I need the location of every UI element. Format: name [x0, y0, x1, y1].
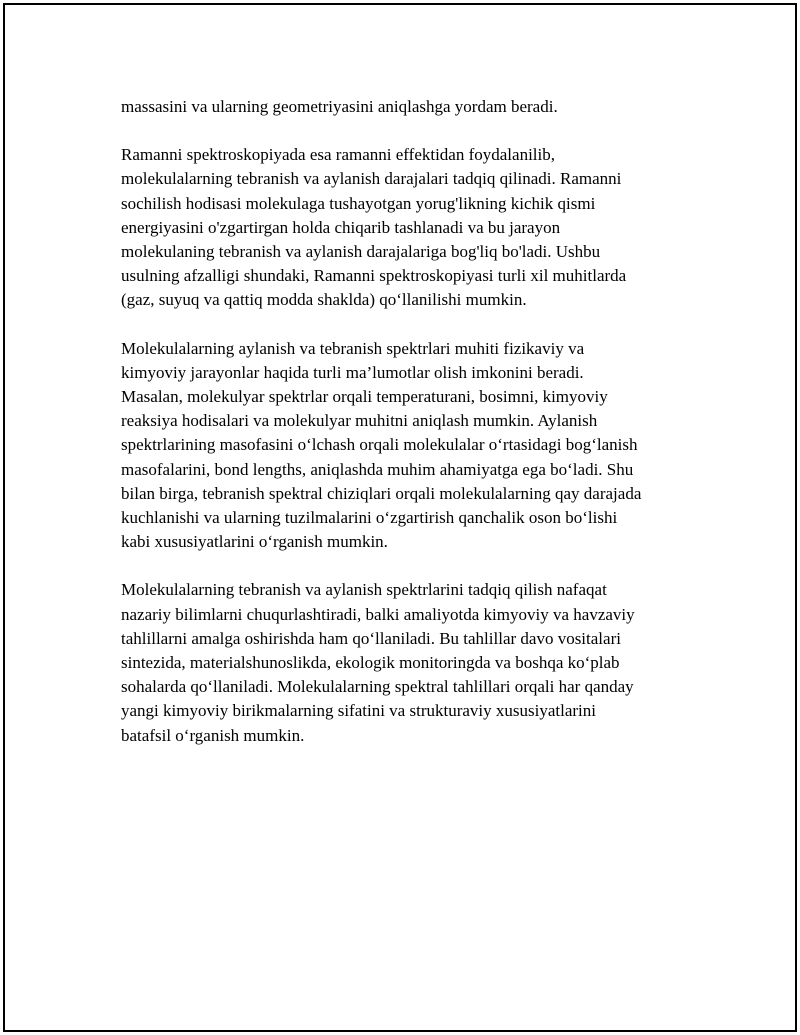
- paragraph-line: kuchlanishi va ularning tuzilmalarini o‘zgartirish qanchalik oson bo‘lishi: [121, 508, 618, 528]
- paragraph-line: sohalarda qo‘llaniladi. Molekulalarning spektral tahlillari orqali har qanday: [121, 677, 634, 697]
- paragraph-line: sochilish hodisasi molekulaga tushayotgan yorug'likning kichik qismi: [121, 193, 596, 213]
- paragraph-line: reaksiya hodisalari va molekulyar muhitni aniqlash mumkin. Aylanish: [121, 411, 598, 431]
- paragraph-4: [121, 578, 705, 747]
- paragraph-2: [121, 143, 705, 312]
- paragraph-line: spektrlarining masofasini o‘lchash orqali molekulalar o‘rtasidagi bog‘lanish: [121, 435, 638, 455]
- paragraph-line: kimyoviy jarayonlar haqida turli ma’lumotlar olish imkonini beradi.: [121, 362, 584, 382]
- paragraph-line: (gaz, suyuq va qattiq modda shaklda) qo‘llanilishi mumkin.: [121, 290, 527, 310]
- document-page: [3, 3, 797, 1032]
- paragraph-line: molekulaning tebranish va aylanish darajalariga bog'liq bo'ladi. Ushbu: [121, 242, 601, 262]
- paragraph-line: yangi kimyoviy birikmalarning sifatini va strukturaviy xususiyatlarini: [121, 701, 596, 721]
- document-body: [121, 95, 705, 772]
- paragraph-1: [121, 95, 705, 119]
- paragraph-line: batafsil o‘rganish mumkin.: [121, 725, 305, 745]
- paragraph-line: Masalan, molekulyar spektrlar orqali temperaturani, bosimni, kimyoviy: [121, 387, 608, 407]
- paragraph-line: sintezida, materialshunoslikda, ekologik monitoringda va boshqa ko‘plab: [121, 653, 620, 673]
- paragraph-line: Ramanni spektroskopiyada esa ramanni effektidan foydalanilib,: [121, 145, 555, 165]
- paragraph-line: kabi xususiyatlarini o‘rganish mumkin.: [121, 532, 388, 552]
- paragraph-line: bilan birga, tebranish spektral chiziqlari orqali molekulalarning qay darajada: [121, 483, 642, 503]
- paragraph-line: energiyasini o'zgartirgan holda chiqarib tashlanadi va bu jarayon: [121, 217, 561, 237]
- paragraph-3: [121, 337, 705, 555]
- paragraph-line: molekulalarning tebranish va aylanish darajalari tadqiq qilinadi. Ramanni: [121, 169, 622, 189]
- paragraph-line: tahlillarni amalga oshirishda ham qo‘llaniladi. Bu tahlillar davo vositalari: [121, 628, 621, 648]
- paragraph-line: Molekulalarning aylanish va tebranish spektrlari muhiti fizikaviy va: [121, 338, 585, 358]
- paragraph-line: nazariy bilimlarni chuqurlashtiradi, balki amaliyotda kimyoviy va havzaviy: [121, 604, 635, 624]
- paragraph-line: Molekulalarning tebranish va aylanish spektrlarini tadqiq qilish nafaqat: [121, 580, 607, 600]
- paragraph-line: masofalarini, bond lengths, aniqlashda muhim ahamiyatga ega bo‘ladi. Shu: [121, 459, 634, 479]
- paragraph-line: usulning afzalligi shundaki, Ramanni spektroskopiyasi turli xil muhitlarda: [121, 266, 627, 286]
- paragraph-line: massasini va ularning geometriyasini aniqlashga yordam beradi.: [121, 97, 558, 116]
